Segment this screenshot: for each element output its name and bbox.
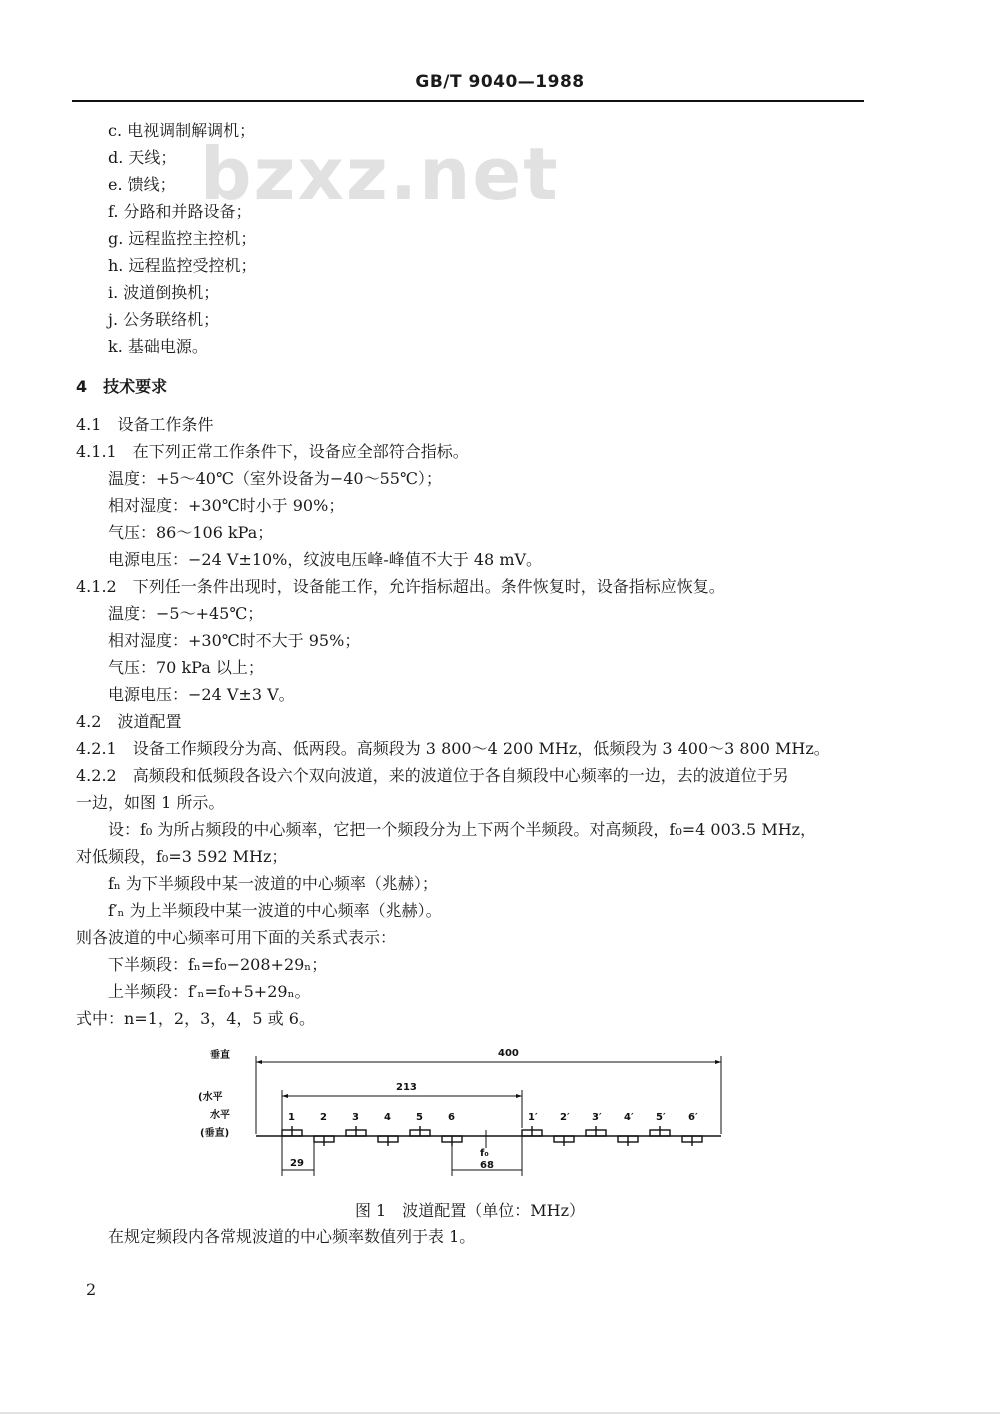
fig-label-vertical-paren: (垂直) [200,1128,230,1139]
text-line: 一边，如图 1 所示。 [76,793,225,812]
text-line: 4.1 设备工作条件 [76,415,214,434]
text-line: 温度：+5～40℃（室外设备为−40～55℃）； [108,469,442,488]
text-line: 式中：n=1，2，3，4，5 或 6。 [76,1009,315,1028]
dim-half-label: 213 [396,1082,417,1093]
channel-label: 2′ [560,1112,570,1123]
text-line: 4 技术要求 [76,377,168,396]
header-rule [72,100,864,102]
text-line: 电源电压：−24 V±3 V。 [108,685,295,704]
text-line: 在规定频段内各常规波道的中心频率数值列于表 1。 [108,1227,476,1246]
channel-marker [346,1112,366,1136]
channel-label: 3′ [592,1112,602,1123]
channel-label: 1 [288,1112,295,1123]
channel-marker [410,1112,430,1136]
channel-label: 6 [448,1112,455,1123]
text-line: 上半频段：f′ₙ=f₀+5+29ₙ。 [108,982,311,1001]
channel-label: 5 [416,1112,423,1123]
text-line: 4.2.1 设备工作频段分为高、低两段。高频段为 3 800～4 200 MHz，低频段为 3 400～3 800 MHz。 [76,739,830,758]
channel-label: 6′ [688,1112,698,1123]
page-header: GB/T 9040—1988 [415,72,585,92]
fig-label-horizontal-paren: (水平 [198,1092,223,1103]
watermark: bzxz.net [200,132,560,216]
text-line: f′ₙ 为上半频段中某一波道的中心频率（兆赫）。 [108,901,442,920]
text-line: 气压：86～106 kPa； [108,523,274,542]
channel-markers [282,1112,702,1146]
channel-marker [378,1112,398,1146]
text-line: 则各波道的中心频率可用下面的关系式表示： [76,928,397,947]
text-line: 电源电压：−24 V±10%，纹波电压峰-峰值不大于 48 mV。 [108,550,543,569]
channel-marker [682,1112,702,1146]
dim-spacing-label: 29 [290,1158,304,1169]
text-line: g. 远程监控主控机； [108,229,257,248]
channel-marker [618,1112,638,1146]
text-line: 相对湿度：+30℃时不大于 95%； [108,631,361,650]
text-line: c. 电视调制解调机； [108,121,256,140]
page-number: 2 [86,1280,97,1299]
dim-center-label: 68 [480,1160,494,1171]
channel-marker [650,1112,670,1136]
channel-label: 3 [352,1112,359,1123]
text-line: 4.2 波道配置 [76,712,182,731]
channel-label: 1′ [528,1112,538,1123]
text-line: 气压：70 kPa 以上； [108,658,264,677]
channel-label: 4 [384,1112,391,1123]
fig-label-horizontal: 水平 [210,1110,230,1121]
text-line: h. 远程监控受控机； [108,256,257,275]
text-line: 4.1.1 在下列正常工作条件下，设备应全部符合指标。 [76,442,469,461]
fig-label-vertical: 垂直 [210,1050,230,1061]
channel-marker [522,1112,542,1136]
dim-total-label: 400 [498,1048,519,1059]
text-line: 温度：−5～+45℃； [108,604,264,623]
center-frequency-label: f₀ [480,1148,489,1159]
text-line: i. 波道倒换机； [108,283,220,302]
channel-label: 4′ [624,1112,634,1123]
figure-caption: 图 1 波道配置（单位：MHz） [354,1201,586,1220]
scan-edge [0,1412,1000,1414]
channel-marker [586,1112,606,1136]
text-line: 对低频段，f₀=3 592 MHz； [76,847,288,866]
text-line: d. 天线； [108,148,177,167]
channel-marker [282,1112,302,1136]
channel-configuration-figure [196,1048,756,1188]
text-line: f. 分路和并路设备； [108,202,252,221]
text-line: 4.1.2 下列任一条件出现时，设备能工作，允许指标超出。条件恢复时，设备指标应恢复。 [76,577,725,596]
text-line: 设：f₀ 为所占频段的中心频率，它把一个频段分为上下两个半频段。对高频段，f₀=4 003.5 MHz， [108,820,817,839]
text-line: 下半频段：fₙ=f₀−208+29ₙ； [108,955,328,974]
text-line: k. 基础电源。 [108,337,208,356]
channel-marker [314,1112,334,1146]
channel-label: 2 [320,1112,327,1123]
text-line: e. 馈线； [108,175,176,194]
channel-label: 5′ [656,1112,666,1123]
text-line: 相对湿度：+30℃时小于 90%； [108,496,345,515]
text-line: 4.2.2 高频段和低频段各设六个双向波道，来的波道位于各自频段中心频率的一边，去的波道位于另 [76,766,789,785]
text-line: j. 公务联络机； [108,310,220,329]
channel-marker [554,1112,574,1146]
text-line: fₙ 为下半频段中某一波道的中心频率（兆赫）； [108,874,438,893]
